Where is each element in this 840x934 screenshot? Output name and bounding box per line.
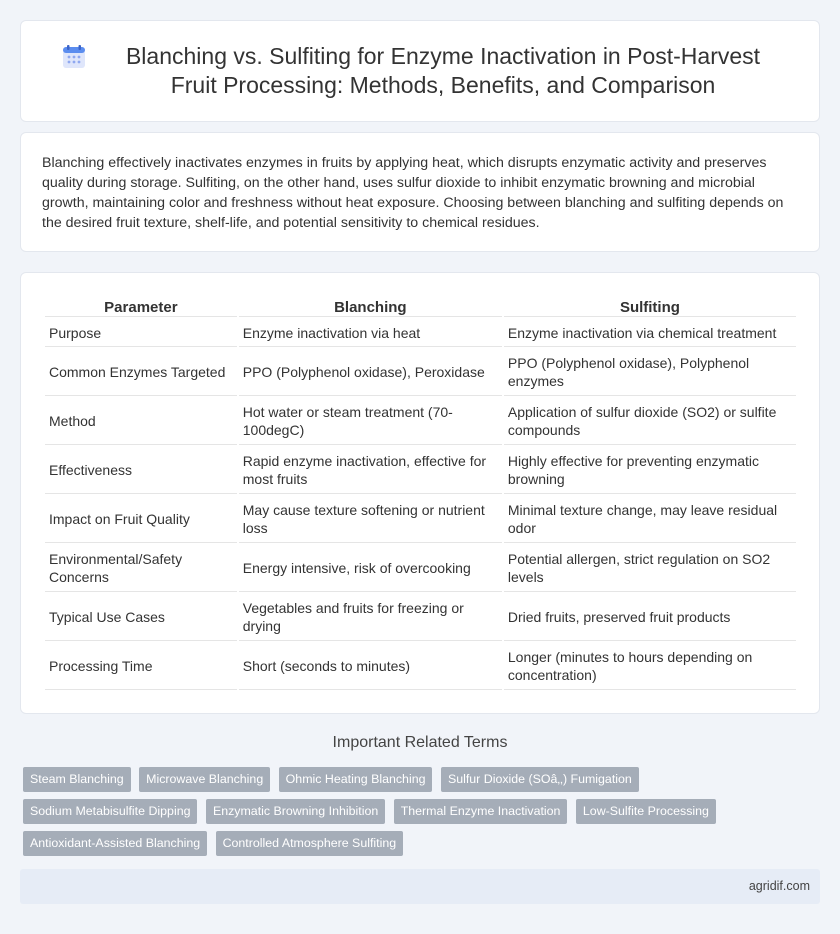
sulfiting-cell: Enzyme inactivation via chemical treatment xyxy=(504,319,796,347)
table-row xyxy=(45,319,796,347)
comparison-table xyxy=(43,293,798,692)
sulfiting-cell: Longer (minutes to hours depending on concentration) xyxy=(504,643,796,690)
blanching-cell: May cause texture softening or nutrient loss xyxy=(239,496,502,543)
intro-paragraph: Blanching effectively inactivates enzymes in fruits by applying heat, which disrupts enzymatic activity and preserves quality during storage. Sulfiting, on the other hand, uses sulfur dioxide to inhibit enzymatic browning and microbial growth, maintaining color and freshness without heat exposure. Choosing between blanching and sulfiting depends on the desired fruit texture, shelf-life, and potential sensitivity to chemical residues. xyxy=(42,155,784,231)
tag-sulfur-dioxide-fumigation[interactable]: Sulfur Dioxide (SOâ‚‚) Fumigation xyxy=(441,767,639,792)
blanching-cell: Enzyme inactivation via heat xyxy=(239,319,502,347)
tag-thermal-enzyme-inactivation[interactable]: Thermal Enzyme Inactivation xyxy=(394,799,568,824)
parameter-cell: Environmental/Safety Concerns xyxy=(45,545,237,592)
table-header-row xyxy=(45,295,796,317)
table-row xyxy=(45,545,796,592)
sulfiting-cell: Dried fruits, preserved fruit products xyxy=(504,594,796,641)
footer-site-link[interactable]: agridif.com xyxy=(748,879,810,893)
footer xyxy=(20,869,820,904)
parameter-cell: Impact on Fruit Quality xyxy=(45,496,237,543)
title-card xyxy=(20,20,820,122)
tag-controlled-atmosphere-sulfiting[interactable]: Controlled Atmosphere Sulfiting xyxy=(216,831,404,856)
parameter-cell: Typical Use Cases xyxy=(45,594,237,641)
tag-steam-blanching[interactable]: Steam Blanching xyxy=(23,767,131,792)
page-title: Blanching vs. Sulfiting for Enzyme Inactivation in Post-Harvest Fruit Processing: Methods, Benefits, and Comparison xyxy=(125,43,761,98)
table-row xyxy=(45,643,796,690)
intro-card xyxy=(20,132,820,252)
parameter-cell: Effectiveness xyxy=(45,447,237,494)
parameter-cell: Purpose xyxy=(45,319,237,347)
blanching-cell: Hot water or steam treatment (70-100degC) xyxy=(239,398,502,445)
related-terms-tags xyxy=(23,767,823,863)
tag-sodium-metabisulfite-dipping[interactable]: Sodium Metabisulfite Dipping xyxy=(23,799,197,824)
calendar-icon xyxy=(61,44,87,70)
sulfiting-cell: Minimal texture change, may leave residual odor xyxy=(504,496,796,543)
sulfiting-cell: Highly effective for preventing enzymatic browning xyxy=(504,447,796,494)
sulfiting-cell: PPO (Polyphenol oxidase), Polyphenol enzymes xyxy=(504,349,796,396)
table-row xyxy=(45,349,796,396)
tag-microwave-blanching[interactable]: Microwave Blanching xyxy=(139,767,270,792)
header-blanching: Blanching xyxy=(239,295,502,317)
blanching-cell: Energy intensive, risk of overcooking xyxy=(239,545,502,592)
tag-antioxidant-assisted-blanching[interactable]: Antioxidant-Assisted Blanching xyxy=(23,831,207,856)
comparison-table-card xyxy=(20,272,820,714)
table-row xyxy=(45,447,796,494)
blanching-cell: Rapid enzyme inactivation, effective for most fruits xyxy=(239,447,502,494)
related-terms-heading: Important Related Terms xyxy=(332,734,508,751)
sulfiting-cell: Application of sulfur dioxide (SO2) or sulfite compounds xyxy=(504,398,796,445)
parameter-cell: Common Enzymes Targeted xyxy=(45,349,237,396)
tag-enzymatic-browning-inhibition[interactable]: Enzymatic Browning Inhibition xyxy=(206,799,385,824)
table-row xyxy=(45,594,796,641)
sulfiting-cell: Potential allergen, strict regulation on SO2 levels xyxy=(504,545,796,592)
blanching-cell: PPO (Polyphenol oxidase), Peroxidase xyxy=(239,349,502,396)
table-row xyxy=(45,398,796,445)
parameter-cell: Method xyxy=(45,398,237,445)
table-row xyxy=(45,496,796,543)
blanching-cell: Vegetables and fruits for freezing or drying xyxy=(239,594,502,641)
header-parameter: Parameter xyxy=(45,295,237,317)
tag-ohmic-heating-blanching[interactable]: Ohmic Heating Blanching xyxy=(279,767,433,792)
blanching-cell: Short (seconds to minutes) xyxy=(239,643,502,690)
parameter-cell: Processing Time xyxy=(45,643,237,690)
header-sulfiting: Sulfiting xyxy=(504,295,796,317)
tag-low-sulfite-processing[interactable]: Low-Sulfite Processing xyxy=(576,799,716,824)
